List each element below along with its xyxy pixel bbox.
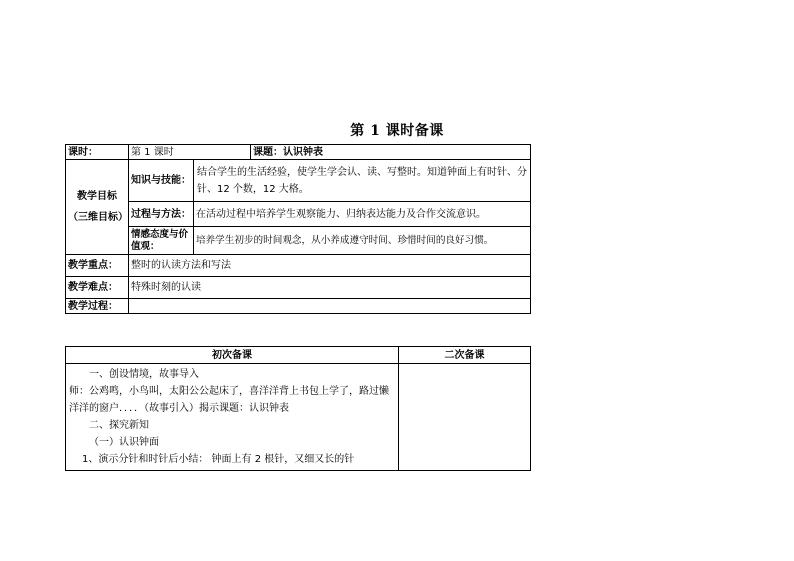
teaching-process-label: 教学过程： — [66, 299, 129, 314]
attitude-text: 培养学生初步的时间观念，从小养成遵守时间、珍惜时间的良好习惯。 — [194, 227, 531, 255]
lesson-line: 一、创设情境，故事导入 — [89, 369, 199, 380]
process-method-label: 过程与方法： — [129, 202, 194, 227]
second-prep-header: 二次备课 — [399, 347, 531, 364]
process-method-text: 在活动过程中培养学生观察能力、归纳表达能力及合作交流意识。 — [194, 202, 531, 227]
period-value: 第 1 课时 — [129, 145, 251, 160]
teaching-process-cell — [129, 299, 531, 314]
lesson-line: 洋洋的窗户．．．．（故事引入）揭示课题：认识钟表 — [69, 403, 289, 414]
period-label: 课时： — [66, 145, 129, 160]
knowledge-text: 结合学生的生活经验，使学生学会认、读、写整时。知道钟面上有时针、分针、12 个数，12 大格。 — [194, 160, 531, 202]
lesson-topic: 课题：认识钟表 — [251, 145, 531, 160]
objectives-label — [66, 160, 129, 255]
objectives-label-line2: （三维目标） — [68, 212, 128, 223]
key-point-label: 教学重点： — [66, 255, 129, 277]
first-prep-header: 初次备课 — [66, 347, 399, 364]
lesson-line: 师：公鸡鸣，小鸟叫，太阳公公起床了，喜洋洋背上书包上学了，路过懒 — [69, 386, 389, 397]
difficulty-label: 教学难点： — [66, 277, 129, 299]
knowledge-label: 知识与技能： — [129, 160, 194, 202]
lesson-line: 1、演示分针和时针后小结： 钟面上有 2 根针，又细又长的针 — [82, 454, 355, 465]
objectives-label-line1: 教学目标 — [77, 191, 117, 202]
lesson-line: （一）认识钟面 — [89, 437, 159, 448]
key-point-text: 整时的认读方法和写法 — [129, 255, 531, 277]
attitude-label: 情感态度与价值观： — [129, 227, 194, 255]
page-title: 第 1 课时备课 — [350, 123, 444, 139]
first-prep-content — [66, 364, 399, 471]
second-prep-content — [399, 364, 531, 471]
lesson-notes-table — [65, 346, 531, 471]
lesson-plan-table — [65, 144, 531, 314]
difficulty-text: 特殊时刻的认读 — [129, 277, 531, 299]
lesson-line: 二、探究新知 — [89, 420, 149, 431]
